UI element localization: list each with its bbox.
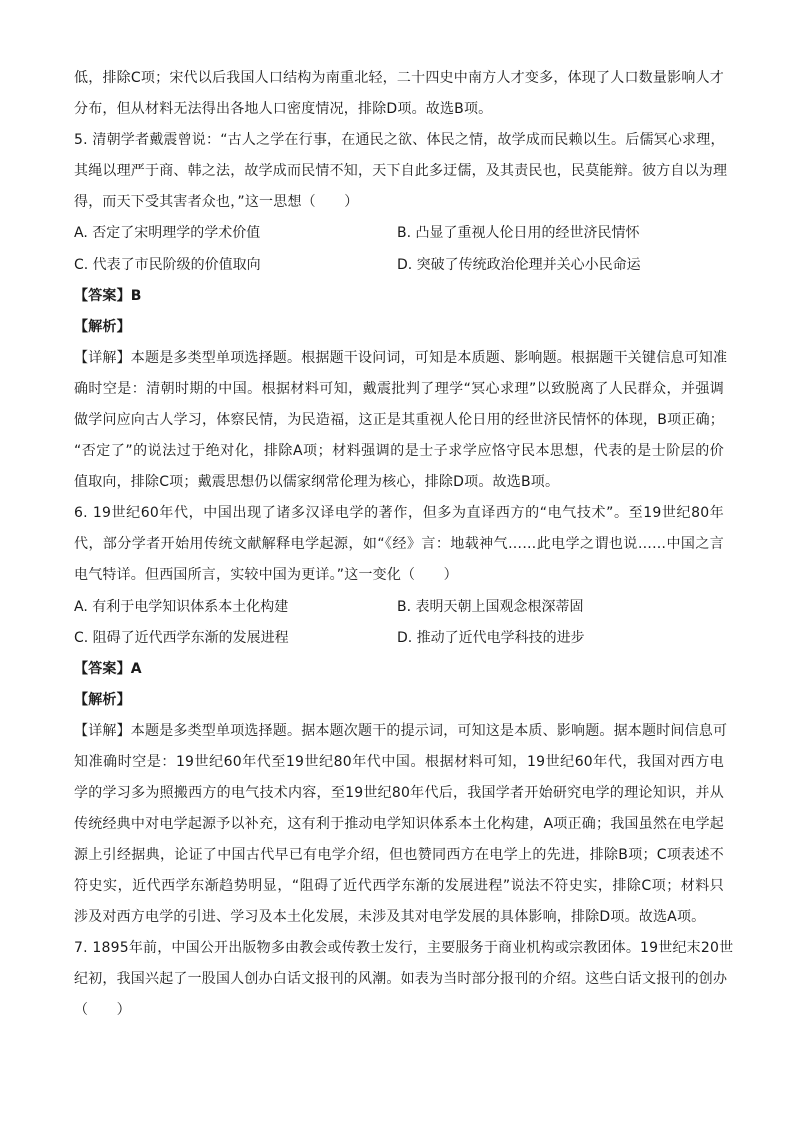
question-7-stem: 纪初，我国兴起了一股国人创办白话文报刊的风潮。如表为当时部分报刊的介绍。这些白话文报刊的创办 (74, 971, 728, 987)
question-5-option-a: A. 否定了宋明理学的学术价值 (74, 225, 261, 241)
question-5-detail: “否定了”的说法过于绝对化，排除A项；材料强调的是士子求学应恪守民本思想，代表的是士阶层的价 (74, 443, 724, 459)
question-7-stem: 7. 1895年前，中国公开出版物多由教会或传教士发行，主要服务于商业机构或宗教团体。19世纪末20世 (74, 940, 734, 956)
question-5-option-c: C. 代表了市民阶级的价值取向 (74, 257, 261, 273)
text-line: 低，排除C项；宋代以后我国人口结构为南重北轻，二十四史中南方人才变多，体现了人口数量影响人才 (74, 70, 724, 86)
question-7-stem: （ ） (74, 1002, 131, 1018)
question-5-detail: 【详解】本题是多类型单项选择题。根据题干设问词，可知是本质题、影响题。根据题干关键信息可知准 (74, 350, 728, 366)
question-5-stem: 得，而天下受其害者众也，”这一思想（ ） (74, 194, 359, 210)
question-6-stem: 6. 19世纪60年代，中国出现了诸多汉译电学的著作，但多为直译西方的“电气技术”。至19世纪80年 (74, 505, 724, 521)
question-6-answer: 【答案】A (74, 661, 142, 677)
question-5-stem: 5. 清朝学者戴震曾说：“古人之学在行事，在通民之欲、体民之情，故学成而民赖以生。后儒冥心求理， (74, 132, 725, 148)
question-5-option-d: D. 突破了传统政治伦理并关心小民命运 (397, 257, 641, 273)
question-5-detail: 做学问应向古人学习，体察民情，为民造福，这正是其重视人伦日用的经世济民情怀的体现，B项正确； (74, 412, 724, 428)
question-6-detail: 学的学习多为照搬西方的电气技术内容，至19世纪80年代后，我国学者开始研究电学的理论知识，并从 (74, 785, 724, 801)
question-5-stem: 其绳以理严于商、韩之法，故学成而民情不知，天下自此多迂儒，及其责民也，民莫能辩。彼方自以为理 (74, 163, 728, 179)
text-line: 分布，但从材料无法得出各地人口密度情况，排除D项。故选B项。 (74, 101, 493, 117)
question-5-detail: 确时空是：清朝时期的中国。根据材料可知，戴震批判了理学“冥心求理”以致脱离了人民群众，并强调 (74, 381, 724, 397)
question-6-analysis-label: 【解析】 (74, 692, 131, 708)
question-6-option-a: A. 有利于电学知识体系本土化构建 (74, 599, 289, 615)
question-6-option-d: D. 推动了近代电学科技的进步 (397, 630, 585, 646)
question-6-detail: 传统经典中对电学起源予以补充，这有利于推动电学知识体系本土化构建，A项正确；我国虽然在电学起 (74, 816, 724, 832)
question-5-option-b: B. 凸显了重视人伦日用的经世济民情怀 (397, 225, 640, 241)
question-6-detail: 符史实，近代西学东渐趋势明显，“阻碍了近代西学东渐的发展进程”说法不符史实，排除C项；材料只 (74, 878, 724, 894)
question-5-answer: 【答案】B (74, 288, 142, 304)
question-6-detail: 源上引经据典，论证了中国古代早已有电学介绍，但也赞同西方在电学上的先进，排除B项；C项表述不 (74, 847, 724, 863)
question-5-analysis-label: 【解析】 (74, 319, 131, 335)
question-6-detail: 涉及对西方电学的引进、学习及本土化发展，未涉及其对电学发展的具体影响，排除D项。故选A项。 (74, 909, 706, 925)
question-6-stem: 电气特详。但西国所言，实较中国为更详。”这一变化（ ） (74, 567, 458, 583)
question-6-detail: 知准确时空是：19世纪60年代至19世纪80年代中国。根据材料可知，19世纪60年代，我国对西方电 (74, 754, 724, 770)
question-6-detail: 【详解】本题是多类型单项选择题。据本题次题干的提示词，可知这是本质、影响题。据本题时间信息可 (74, 723, 728, 739)
question-6-option-c: C. 阻碍了近代西学东渐的发展进程 (74, 630, 289, 646)
question-6-option-b: B. 表明天朝上国观念根深蒂固 (397, 599, 584, 615)
question-5-detail: 值取向，排除C项；戴震思想仍以儒家纲常伦理为核心，排除D项。故选B项。 (74, 474, 560, 490)
question-6-stem: 代，部分学者开始用传统文献解释电学起源，如“《经》言：地载神气……此电学之谓也说……中国之言 (74, 536, 724, 552)
